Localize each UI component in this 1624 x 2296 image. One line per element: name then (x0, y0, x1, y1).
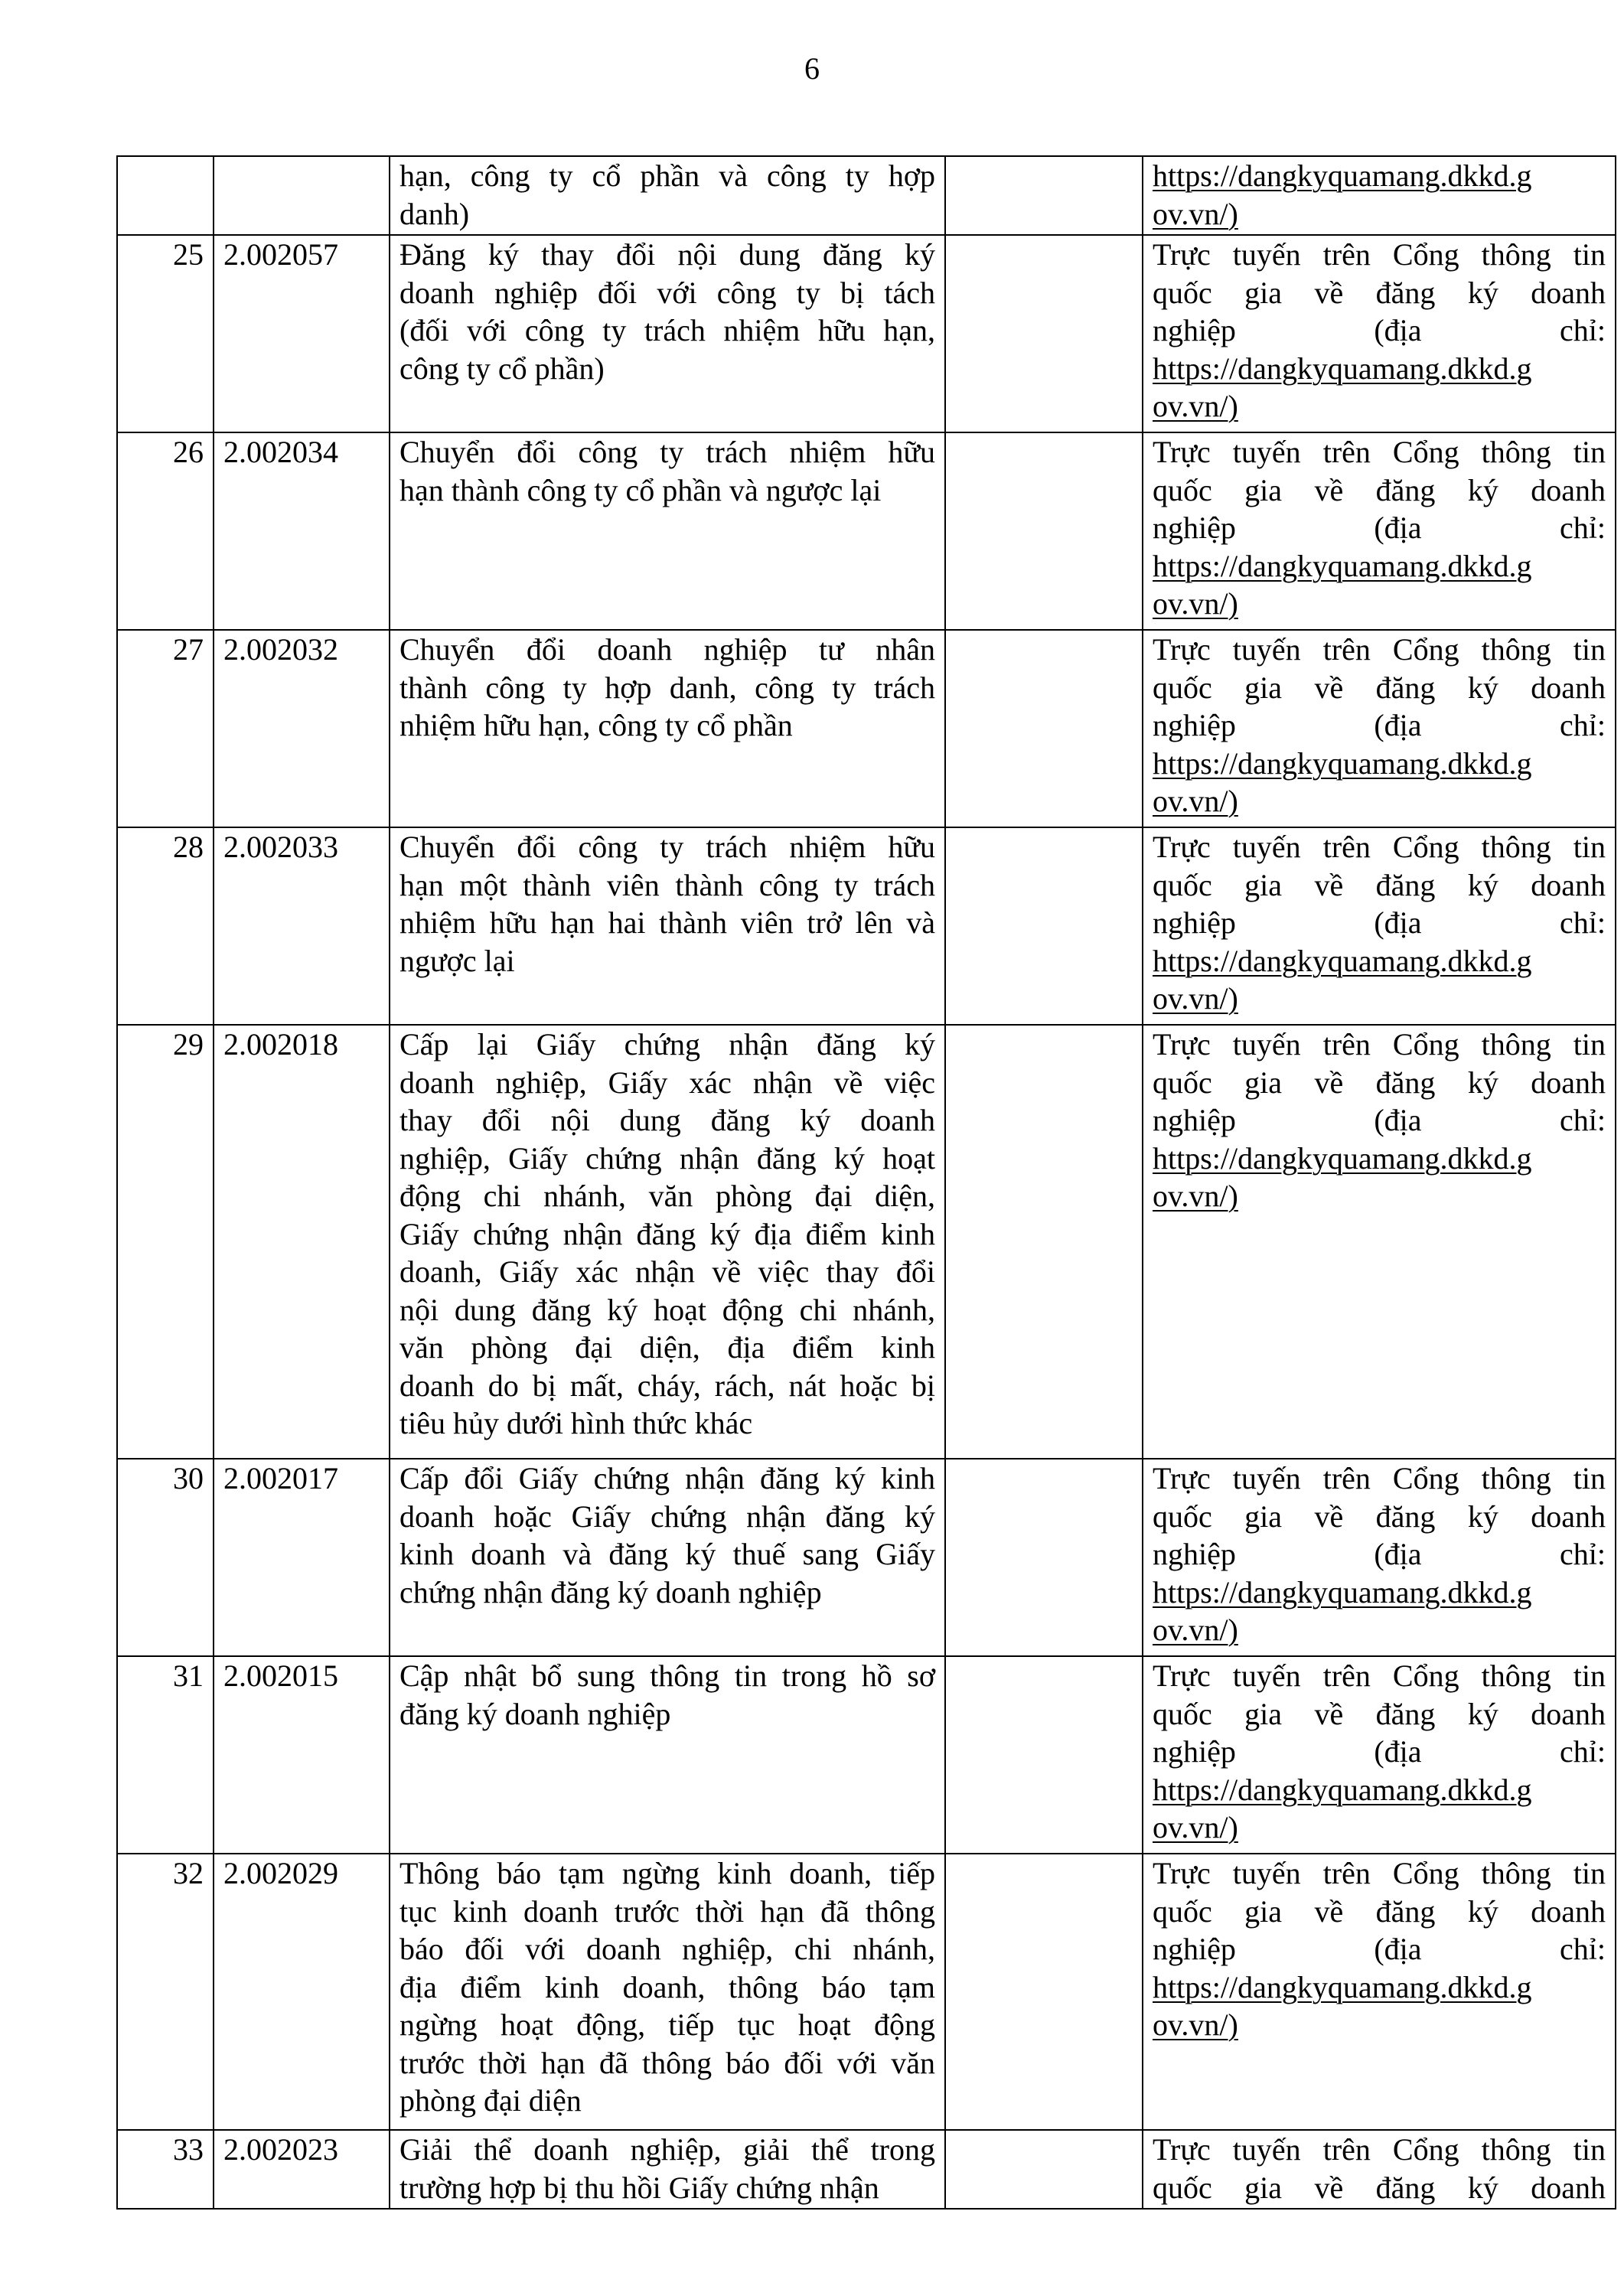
procedure-name-cell (390, 1854, 945, 2130)
table-row (117, 1656, 1616, 1854)
submission-method-cell (1143, 1025, 1616, 1459)
procedure-name-line: Đăng ký thay đổi nội dung đăng ký (399, 237, 935, 272)
row-number-cell (117, 1656, 214, 1854)
portal-link[interactable]: https://dangkyquamang.dkkd.g (1153, 1772, 1532, 1807)
empty-cell (945, 156, 1143, 235)
procedure-code: 2.002018 (223, 1027, 338, 1062)
procedure-name-line: tiêu hủy dưới hình thức khác (399, 1406, 753, 1440)
row-number-cell (117, 827, 214, 1025)
portal-link[interactable]: ov.vn/) (1153, 1179, 1238, 1213)
procedure-name-line: danh) (399, 196, 470, 231)
submission-method-line: Trực tuyến trên Cổng thông tin (1153, 2132, 1606, 2167)
submission-method-line: nghiệp (địa chỉ: (1153, 510, 1606, 545)
table-row (117, 1459, 1616, 1656)
portal-link[interactable]: https://dangkyquamang.dkkd.g (1153, 1969, 1532, 2004)
procedure-name-cell (390, 1025, 945, 1459)
submission-method-line: nghiệp (địa chỉ: (1153, 1932, 1606, 1966)
portal-link[interactable]: https://dangkyquamang.dkkd.g (1153, 158, 1532, 193)
procedure-code-cell (214, 2130, 390, 2209)
procedure-name-line: Chuyển đổi doanh nghiệp tư nhân (399, 632, 935, 667)
procedure-name-cell (390, 1656, 945, 1854)
portal-link[interactable]: https://dangkyquamang.dkkd.g (1153, 745, 1532, 781)
procedure-name-line: Cấp đổi Giấy chứng nhận đăng ký kinh (399, 1461, 935, 1495)
procedure-name-line: hạn một thành viên thành công ty trách (399, 867, 935, 902)
submission-method-line: Trực tuyến trên Cổng thông tin (1153, 435, 1606, 469)
procedure-name-line: đăng ký doanh nghiệp (399, 1696, 671, 1731)
table-row (117, 827, 1616, 1025)
submission-method-line: quốc gia về đăng ký doanh (1153, 472, 1606, 507)
procedure-name-line: Giải thể doanh nghiệp, giải thể trong (399, 2132, 935, 2167)
table-row (117, 1854, 1616, 2130)
row-number-cell (117, 1854, 214, 2130)
procedure-name-line: ngừng hoạt động, tiếp tục hoạt động (399, 2007, 935, 2042)
procedure-name-line: doanh do bị mất, cháy, rách, nát hoặc bị (399, 1368, 935, 1403)
portal-link[interactable]: https://dangkyquamang.dkkd.g (1153, 351, 1532, 386)
procedure-name-cell (390, 1459, 945, 1656)
row-number-cell (117, 630, 214, 827)
empty-cell (945, 1656, 1143, 1854)
empty-cell (945, 1854, 1143, 2130)
procedure-name-line: phòng đại diện (399, 2083, 582, 2118)
submission-method-line: Trực tuyến trên Cổng thông tin (1153, 1461, 1606, 1495)
submission-method-line: quốc gia về đăng ký doanh (1153, 867, 1606, 902)
portal-link[interactable]: https://dangkyquamang.dkkd.g (1153, 548, 1532, 583)
submission-method-line: nghiệp (địa chỉ: (1153, 313, 1606, 347)
portal-link[interactable]: ov.vn/) (1153, 586, 1238, 621)
row-number: 26 (173, 435, 204, 469)
procedure-code: 2.002057 (223, 237, 338, 272)
submission-method-line: Trực tuyến trên Cổng thông tin (1153, 1658, 1606, 1693)
procedure-name-line: Chuyển đổi công ty trách nhiệm hữu (399, 435, 935, 469)
submission-method-line: quốc gia về đăng ký doanh (1153, 1893, 1606, 1929)
page-number: 6 (804, 51, 820, 86)
row-number-cell (117, 1025, 214, 1459)
submission-method-line: nghiệp (địa chỉ: (1153, 1734, 1606, 1769)
portal-link[interactable]: https://dangkyquamang.dkkd.g (1153, 1140, 1532, 1176)
submission-method-cell (1143, 432, 1616, 630)
submission-method-line: nghiệp (địa chỉ: (1153, 1103, 1606, 1137)
procedure-name-line: Giấy chứng nhận đăng ký địa điểm kinh (399, 1216, 935, 1251)
submission-method-line: nghiệp (địa chỉ: (1153, 905, 1606, 940)
empty-cell (945, 2130, 1143, 2209)
submission-method-line: nghiệp (địa chỉ: (1153, 708, 1606, 742)
submission-method-line: quốc gia về đăng ký doanh (1153, 2170, 1606, 2205)
empty-cell (945, 235, 1143, 432)
procedure-code: 2.002017 (223, 1461, 338, 1495)
row-number: 33 (173, 2132, 204, 2167)
submission-method-cell (1143, 2130, 1616, 2209)
procedure-code: 2.002023 (223, 2132, 338, 2167)
procedure-code-cell (214, 630, 390, 827)
procedure-code: 2.002032 (223, 632, 338, 667)
table-row (117, 630, 1616, 827)
row-number: 25 (173, 237, 204, 272)
submission-method-line: quốc gia về đăng ký doanh (1153, 1499, 1606, 1534)
procedure-name-line: nhiệm hữu hạn, công ty cổ phần (399, 708, 793, 742)
procedure-name-line: nội dung đăng ký hoạt động chi nhánh, (399, 1292, 935, 1327)
procedure-name-line: Thông báo tạm ngừng kinh doanh, tiếp (399, 1856, 935, 1890)
procedure-name-line: thay đổi nội dung đăng ký doanh (399, 1103, 935, 1137)
submission-method-cell (1143, 156, 1616, 235)
portal-link[interactable]: ov.vn/) (1153, 389, 1238, 423)
table-row (117, 432, 1616, 630)
procedure-name-line: doanh hoặc Giấy chứng nhận đăng ký (399, 1499, 935, 1534)
portal-link[interactable]: https://dangkyquamang.dkkd.g (1153, 943, 1532, 978)
procedure-name-line: doanh nghiệp, Giấy xác nhận về việc (399, 1065, 935, 1100)
row-number: 32 (173, 1856, 204, 1890)
row-number: 27 (173, 632, 204, 667)
portal-link[interactable]: ov.vn/) (1153, 1613, 1238, 1647)
portal-link[interactable]: ov.vn/) (1153, 2007, 1238, 2042)
submission-method-cell (1143, 827, 1616, 1025)
procedure-code: 2.002033 (223, 830, 338, 864)
table-row (117, 1025, 1616, 1459)
row-number: 28 (173, 830, 204, 864)
submission-method-line: quốc gia về đăng ký doanh (1153, 275, 1606, 310)
procedure-name-cell (390, 2130, 945, 2209)
submission-method-cell (1143, 1459, 1616, 1656)
procedure-name-line: báo đối với doanh nghiệp, chi nhánh, (399, 1932, 935, 1966)
procedure-name-line: nghiệp, Giấy chứng nhận đăng ký hoạt (399, 1140, 935, 1176)
procedure-name-line: tục kinh doanh trước thời hạn đã thông (399, 1893, 935, 1929)
row-number: 30 (173, 1461, 204, 1495)
procedure-code-cell (214, 1656, 390, 1854)
procedure-table (116, 155, 1616, 2210)
table-row (117, 156, 1616, 235)
row-number-cell (117, 2130, 214, 2209)
procedure-code-cell (214, 432, 390, 630)
procedure-name-cell (390, 156, 945, 235)
portal-link[interactable]: https://dangkyquamang.dkkd.g (1153, 1574, 1532, 1609)
row-number-cell (117, 432, 214, 630)
portal-link[interactable]: ov.vn/) (1153, 981, 1238, 1016)
procedure-code: 2.002034 (223, 435, 338, 469)
procedure-name-line: doanh, Giấy xác nhận về việc thay đổi (399, 1254, 935, 1289)
table-row (117, 2130, 1616, 2209)
procedure-name-line: văn phòng đại diện, địa điểm kinh (399, 1330, 935, 1365)
procedure-name-line: kinh doanh và đăng ký thuế sang Giấy (399, 1537, 935, 1571)
submission-method-line: quốc gia về đăng ký doanh (1153, 670, 1606, 705)
procedure-name-cell (390, 827, 945, 1025)
procedure-name-cell (390, 432, 945, 630)
procedure-name-line: doanh nghiệp đối với công ty bị tách (399, 275, 935, 310)
procedure-name-line: ngược lại (399, 943, 515, 978)
procedure-name-line: trường hợp bị thu hồi Giấy chứng nhận (399, 2170, 879, 2205)
procedure-code-cell (214, 156, 390, 235)
procedure-name-cell (390, 630, 945, 827)
submission-method-line: nghiệp (địa chỉ: (1153, 1537, 1606, 1571)
submission-method-line: Trực tuyến trên Cổng thông tin (1153, 830, 1606, 864)
submission-method-cell (1143, 235, 1616, 432)
empty-cell (945, 1459, 1143, 1656)
procedure-code: 2.002029 (223, 1856, 338, 1890)
empty-cell (945, 1025, 1143, 1459)
procedure-name-line: nhiệm hữu hạn hai thành viên trở lên và (399, 905, 935, 940)
procedure-code-cell (214, 1459, 390, 1656)
procedure-code-cell (214, 1025, 390, 1459)
submission-method-line: Trực tuyến trên Cổng thông tin (1153, 1856, 1606, 1890)
procedure-name-line: chứng nhận đăng ký doanh nghiệp (399, 1574, 822, 1609)
procedure-name-line: công ty cổ phần) (399, 351, 605, 386)
submission-method-cell (1143, 1854, 1616, 2130)
procedure-name-line: địa điểm kinh doanh, thông báo tạm (399, 1969, 935, 2004)
row-number-cell (117, 235, 214, 432)
procedure-name-line: Cập nhật bổ sung thông tin trong hồ sơ (399, 1658, 935, 1693)
empty-cell (945, 432, 1143, 630)
procedure-name-line: (đối với công ty trách nhiệm hữu hạn, (399, 313, 935, 347)
submission-method-line: quốc gia về đăng ký doanh (1153, 1696, 1606, 1731)
portal-link[interactable]: ov.vn/) (1153, 196, 1238, 231)
procedure-name-line: hạn, công ty cổ phần và công ty hợp (399, 158, 935, 193)
submission-method-line: quốc gia về đăng ký doanh (1153, 1065, 1606, 1100)
procedure-name-line: Chuyển đổi công ty trách nhiệm hữu (399, 830, 935, 864)
procedure-name-line: hạn thành công ty cổ phần và ngược lại (399, 472, 882, 507)
procedure-name-line: Cấp lại Giấy chứng nhận đăng ký (399, 1027, 935, 1062)
row-number-cell (117, 1459, 214, 1656)
portal-link[interactable]: ov.vn/) (1153, 1810, 1238, 1844)
row-number: 29 (173, 1027, 204, 1062)
procedure-name-cell (390, 235, 945, 432)
row-number-cell (117, 156, 214, 235)
procedure-code: 2.002015 (223, 1658, 338, 1693)
empty-cell (945, 827, 1143, 1025)
procedure-code-cell (214, 1854, 390, 2130)
procedure-table-body (117, 156, 1616, 2209)
procedure-name-line: trước thời hạn đã thông báo đối với văn (399, 2045, 935, 2080)
table-row (117, 235, 1616, 432)
submission-method-cell (1143, 1656, 1616, 1854)
row-number: 31 (173, 1658, 204, 1693)
procedure-name-line: thành công ty hợp danh, công ty trách (399, 670, 935, 705)
empty-cell (945, 630, 1143, 827)
submission-method-line: Trực tuyến trên Cổng thông tin (1153, 237, 1606, 272)
submission-method-cell (1143, 630, 1616, 827)
portal-link[interactable]: ov.vn/) (1153, 784, 1238, 818)
procedure-code-cell (214, 827, 390, 1025)
procedure-code-cell (214, 235, 390, 432)
procedure-name-line: động chi nhánh, văn phòng đại diện, (399, 1179, 935, 1213)
submission-method-line: Trực tuyến trên Cổng thông tin (1153, 1027, 1606, 1062)
submission-method-line: Trực tuyến trên Cổng thông tin (1153, 632, 1606, 667)
